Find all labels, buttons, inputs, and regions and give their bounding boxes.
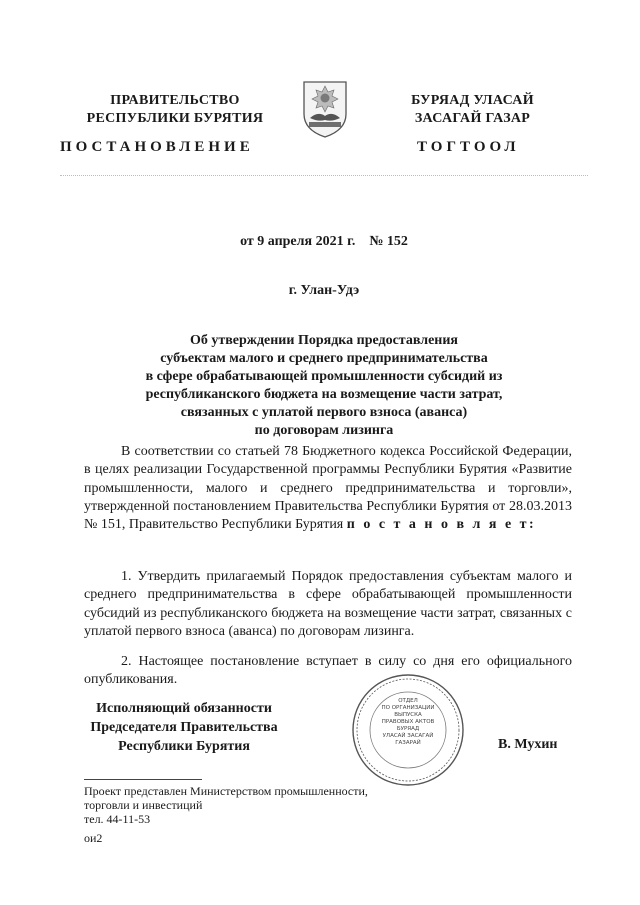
stamp-line: ВЫПУСКА [394, 712, 422, 718]
footer-line: тел. 44-11-53 [84, 812, 151, 826]
item-1-text: 1. Утвердить прилагаемый Порядок предоставления субъектам малого и среднего предпринимательства в сфере обрабатывающей промышленности субсидий из республиканского бюджета на возмещение части затрат, связанных с уплатой первого взноса (аванса) по договорам лизинга. [84, 569, 572, 639]
government-name-bur [365, 92, 580, 128]
government-name-ru [60, 92, 290, 128]
header-divider [60, 175, 588, 176]
position-line: Председателя Правительства [90, 720, 278, 735]
header-left-line1: ПРАВИТЕЛЬСТВО [110, 93, 240, 108]
item-1-paragraph [84, 568, 572, 641]
stamp-line: ПО ОРГАНИЗАЦИИ [381, 705, 435, 711]
coat-of-arms-emblem [300, 78, 350, 140]
footer-note [84, 784, 484, 826]
header-right-line1: БУРЯАД УЛАСАЙ [411, 93, 534, 108]
signatory-position [74, 699, 294, 756]
title-line: связанных с уплатой первого взноса (аванса) [180, 405, 468, 420]
position-line: Исполняющий обязанности [96, 701, 272, 716]
official-seal-stamp [350, 672, 466, 788]
title-line: Об утверждении Порядка предоставления [189, 333, 459, 348]
preamble-text: В соответствии со статьей 78 Бюджетного кодекса Российской Федерации, в целях реализации Государственной программы Республики Бурятия «Развитие промышленности, малого и среднего предпринимательства и торговли», утвержденной постановлением Правительства Республики Бурятия от 28.03.2013 № 151, Правительство Республики Бурятия [84, 444, 572, 533]
preamble-paragraph [84, 443, 572, 534]
footer-line: торговли и инвестиций [84, 798, 203, 812]
title-line: республиканского бюджета на возмещение части затрат, [145, 387, 503, 402]
item-2-paragraph [84, 653, 572, 690]
doc-type-bur: ТОГТООЛ [417, 139, 520, 155]
title-line: по договорам лизинга [254, 423, 394, 438]
stamp-line: УЛАСАЙ ЗАСАГАЙ [382, 733, 434, 739]
item-2-text: 2. Настоящее постановление вступает в силу со дня его официального опубликования. [84, 654, 572, 688]
stamp-line: ГАЗАРАЙ [395, 740, 421, 746]
date-number: от 9 апреля 2021 г. № 152 [240, 234, 408, 249]
title-line: субъектам малого и среднего предпринимательства [160, 351, 488, 366]
document-code: ои2 [84, 831, 103, 845]
footer-line: Проект представлен Министерством промышленности, [84, 784, 368, 798]
signatory-name: В. Мухин [498, 737, 558, 752]
header-right-line2: ЗАСАГАЙ ГАЗАР [414, 111, 531, 126]
city: г. Улан-Удэ [288, 283, 360, 298]
header-left-line2: РЕСПУБЛИКИ БУРЯТИЯ [86, 111, 264, 126]
stamp-line: ПРАВОВЫХ АКТОВ [381, 719, 435, 725]
position-line: Республики Бурятия [118, 739, 250, 754]
doc-type-ru: ПОСТАНОВЛЕНИЕ [60, 139, 254, 155]
footer-divider [84, 779, 202, 780]
document-title [60, 332, 588, 440]
stamp-text [370, 698, 446, 747]
title-line: в сфере обрабатывающей промышленности субсидий из [145, 369, 503, 384]
postanovlyaet-word: п о с т а н о в л я е т: [346, 517, 537, 533]
stamp-line: БУРЯАД [396, 726, 420, 732]
stamp-line: ОТДЕЛ [398, 698, 418, 704]
